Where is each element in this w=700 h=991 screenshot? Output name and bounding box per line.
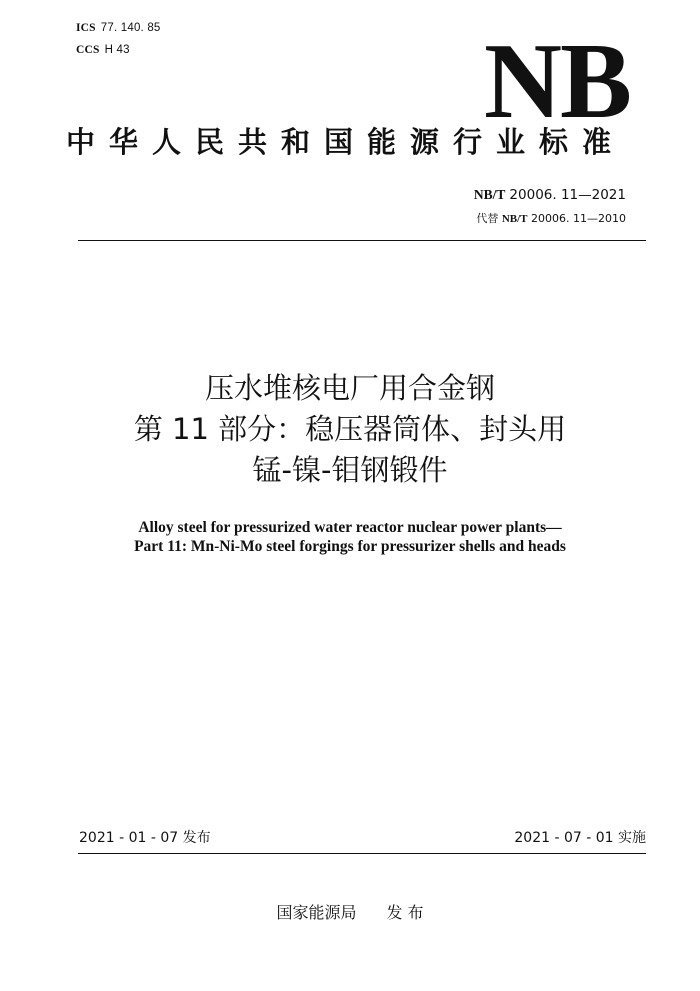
replaces-prefix: NB/T (501, 213, 528, 225)
publisher (0, 900, 700, 923)
english-title (0, 518, 700, 556)
standard-number (474, 187, 626, 203)
chinese-title-line-2: 第 11 部分：稳压器筒体、封头用 (133, 412, 567, 446)
chinese-title (0, 368, 700, 491)
organization-title: 中华人民共和国能源行业标准 (66, 125, 626, 159)
ics-label: ICS (76, 22, 96, 34)
ccs-code: H 43 (104, 44, 130, 56)
standard-number-value: 20006. 11—2021 (509, 187, 626, 203)
standard-prefix: NB/T (473, 187, 506, 202)
bottom-divider (78, 853, 646, 854)
publisher-name: 国家能源局 (276, 903, 357, 922)
ccs-label: CCS (76, 44, 100, 56)
ccs-code-line (76, 44, 130, 56)
chinese-title-line-1: 压水堆核电厂用合金钢 (204, 371, 495, 405)
publisher-action: 发 布 (386, 903, 424, 922)
english-title-line-1: Alloy steel for pressurized water reactor nuclear power plants— (138, 519, 562, 536)
top-divider (78, 240, 646, 241)
replaces-number: 20006. 11—2010 (531, 212, 626, 225)
ics-code: 77. 140. 85 (100, 22, 161, 34)
issue-date: 2021 - 01 - 07 发布 (79, 830, 211, 846)
replaces-label: 代替 (476, 212, 499, 225)
replaces-standard (476, 210, 626, 226)
chinese-title-line-3: 锰-镍-钼钢锻件 (252, 453, 448, 487)
english-title-line-2: Part 11: Mn-Ni-Mo steel forgings for pressurizer shells and heads (134, 538, 566, 555)
ics-code-line (76, 22, 161, 34)
nb-logo: NB (483, 22, 630, 141)
implementation-date: 2021 - 07 - 01 实施 (514, 830, 646, 846)
